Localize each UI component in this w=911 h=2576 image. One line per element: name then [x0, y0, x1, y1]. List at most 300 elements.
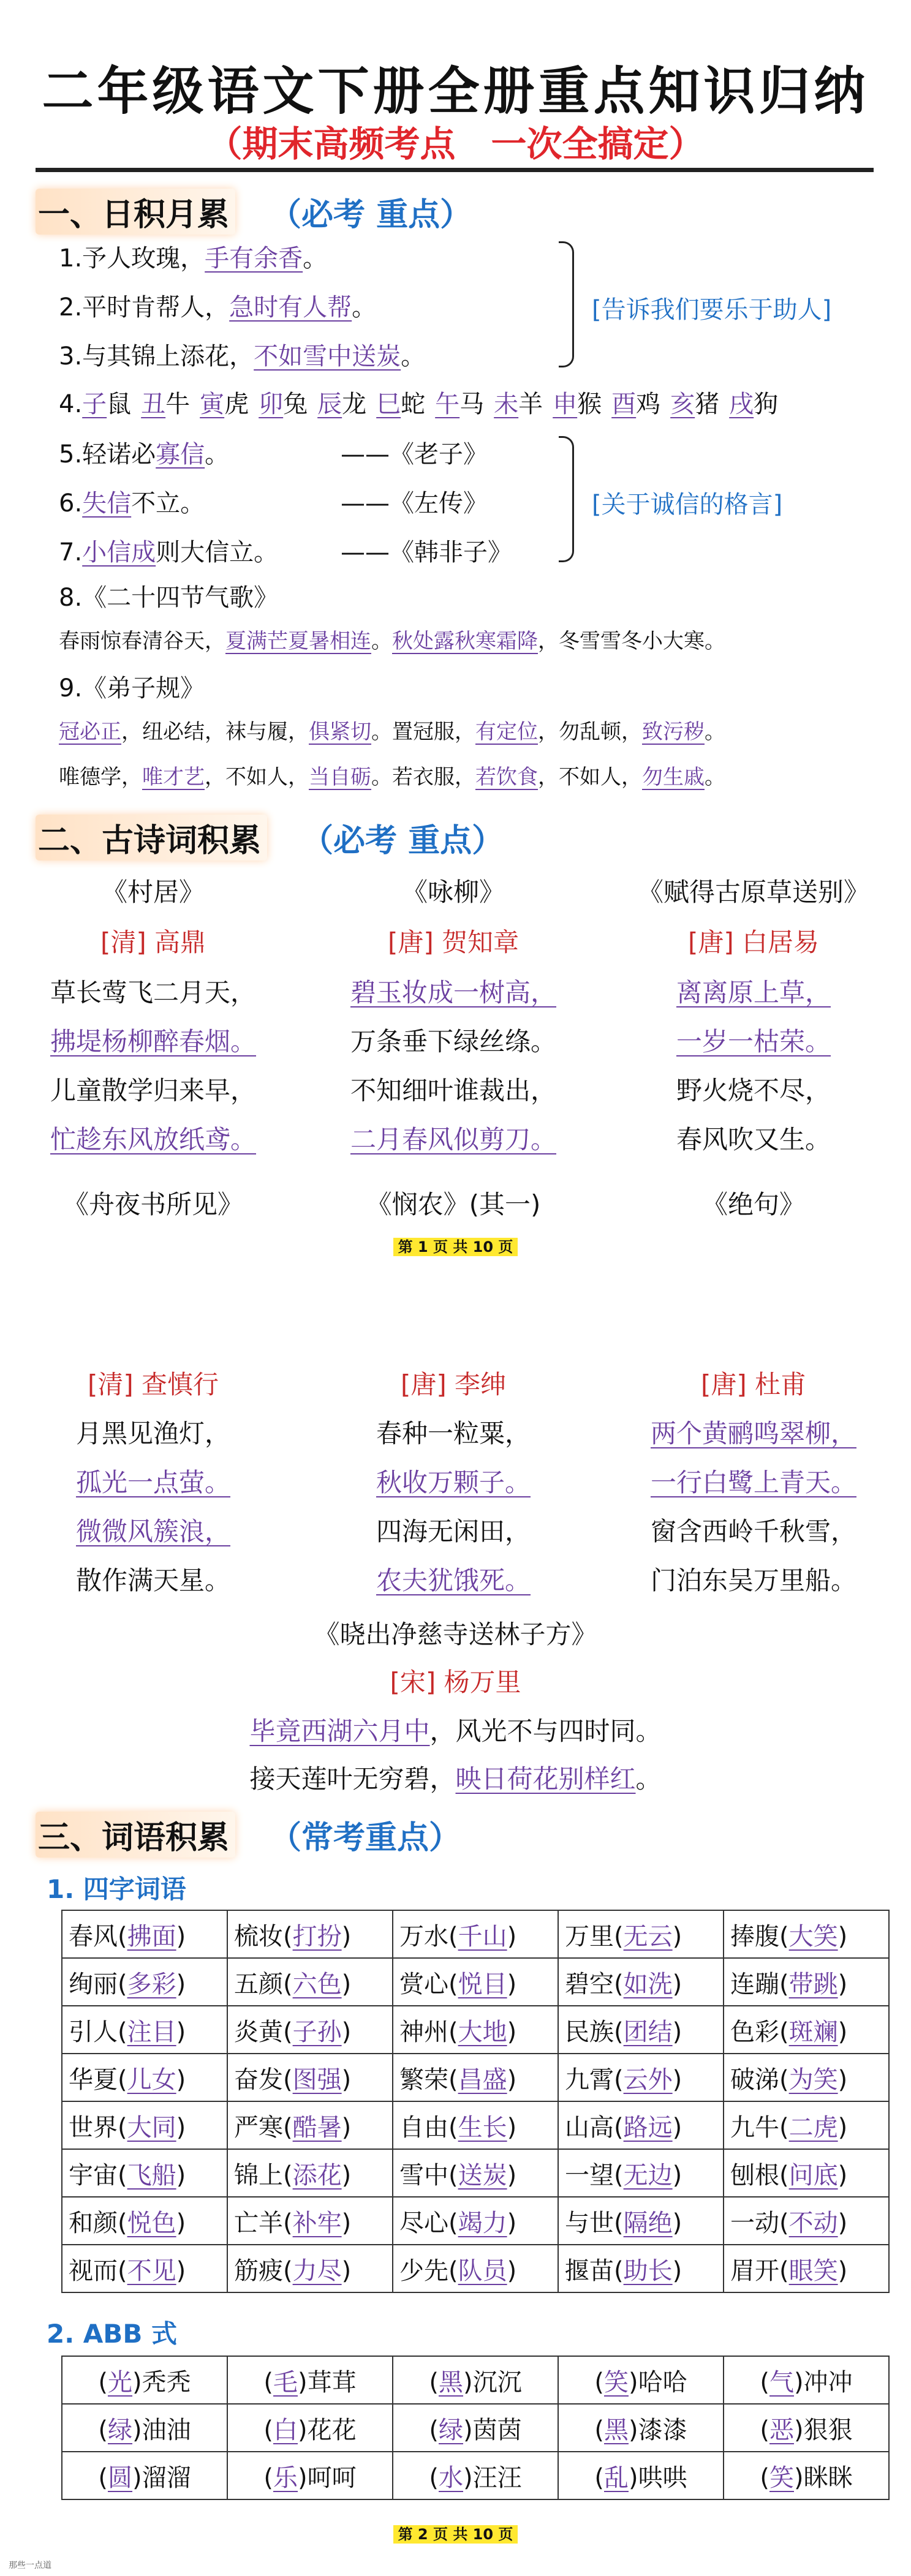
help-item-underline: 不如雪中送炭 — [254, 342, 401, 371]
table-cell — [558, 2356, 724, 2404]
item-8-underline-2: 秋处露秋寒霜降 — [392, 629, 538, 653]
segment-underline: 当自砺 — [309, 765, 371, 789]
abb-answer: 白 — [273, 2416, 298, 2444]
poem-line — [300, 1414, 607, 1450]
table-cell — [393, 2006, 558, 2054]
paren-close: ) — [341, 2209, 352, 2237]
paren-close: ) — [507, 2256, 517, 2285]
word-answer: 为笑 — [788, 2065, 838, 2094]
paren-close: ) — [507, 2161, 517, 2190]
abb-tail: 狠狠 — [803, 2416, 853, 2444]
poem-line — [0, 973, 306, 1009]
paren-open: ( — [448, 2161, 458, 2190]
page-subtitle: （期末高频考点 一次全搞定） — [206, 123, 705, 165]
page-number-2 — [0, 2522, 911, 2544]
table-cell — [558, 2054, 724, 2101]
segment-underline: 勿生戚 — [642, 765, 705, 789]
segment-text: 。置冠服， — [371, 720, 475, 744]
section-1-heading — [36, 189, 472, 235]
poem-line-underline: 一岁一枯荣。 — [676, 1026, 831, 1056]
zodiac-animal: 猴 — [577, 390, 602, 418]
paren-close: ) — [507, 2113, 517, 2142]
paren-close: ) — [341, 2161, 352, 2190]
paren-open: ( — [263, 2416, 273, 2444]
word-head: 连蹦 — [730, 1970, 779, 1998]
poem-line — [0, 1071, 306, 1107]
poem-line-underline: 孤光一点萤。 — [75, 1467, 230, 1497]
poem-line — [300, 1071, 607, 1107]
paren-open: ( — [614, 2209, 624, 2237]
word-head: 揠苗 — [565, 2256, 614, 2285]
word-answer: 生长 — [458, 2113, 507, 2142]
zodiac-animal: 牛 — [165, 390, 191, 418]
poem-line — [0, 1120, 306, 1156]
paren-open: ( — [594, 2368, 604, 2397]
poem-line-underline: 离离原上草， — [676, 977, 831, 1007]
zodiac-branch: 午 — [435, 390, 460, 418]
word-answer: 如洗 — [623, 1970, 673, 1998]
paren-close: ) — [672, 2209, 682, 2237]
zodiac-animal: 蛇 — [401, 390, 426, 418]
item-8-title: 8.《二十四节气歌》 — [59, 584, 279, 612]
poem-author: [清] 高鼎 — [100, 927, 206, 957]
abb-answer: 光 — [108, 2368, 132, 2397]
poem-title: 《赋得古原草送别》 — [637, 877, 869, 907]
poem-line — [300, 1022, 607, 1058]
poem-3-line-2-text: 接天莲叶无穷碧， — [249, 1764, 456, 1794]
word-head: 锦上 — [234, 2161, 283, 2190]
word-answer: 昌盛 — [458, 2065, 507, 2094]
paren-open: ( — [448, 1922, 458, 1951]
word-head: 尽心 — [399, 2209, 448, 2237]
abb-answer: 水 — [439, 2463, 463, 2492]
item-9-title: 9.《弟子规》 — [59, 674, 205, 702]
word-head: 严寒 — [234, 2113, 283, 2142]
title-divider — [36, 168, 874, 172]
help-item-post: 。 — [401, 342, 426, 371]
table-cell — [62, 2404, 227, 2452]
table-cell — [393, 2356, 558, 2404]
table-row — [62, 2356, 889, 2404]
zodiac-branch: 未 — [494, 390, 519, 418]
zodiac-animal: 羊 — [518, 390, 543, 418]
poem-line-text: 春种一粒粟， — [376, 1418, 531, 1448]
word-answer: 大地 — [458, 2017, 507, 2046]
paren-close: ) — [341, 1970, 352, 1998]
table-cell — [724, 2197, 889, 2245]
quote-source: ——《老子》 — [341, 440, 488, 469]
poem-author: [唐] 白居易 — [687, 927, 820, 957]
abb-answer: 乐 — [273, 2463, 298, 2492]
zodiac-animal: 马 — [459, 390, 485, 418]
paren-open: ( — [118, 2113, 127, 2142]
paren-open: ( — [614, 1970, 624, 1998]
table-row — [62, 2101, 889, 2149]
paren-open: ( — [263, 2368, 273, 2397]
word-answer: 悦色 — [127, 2209, 176, 2237]
paren-close: ) — [672, 2161, 682, 2190]
zodiac-branch: 酉 — [611, 390, 637, 418]
paren-open: ( — [283, 2161, 293, 2190]
item-8-part-a: 春雨惊春清谷天， — [59, 629, 225, 653]
quote-underline: 寡信 — [156, 440, 205, 469]
poem-3-line-1-text: ，风光不与四时同。 — [429, 1716, 662, 1746]
word-answer: 带跳 — [788, 1970, 838, 1998]
word-head: 少先 — [399, 2256, 448, 2285]
zodiac-branch: 寅 — [200, 390, 225, 418]
segment-text: ，纽必结，袜与履， — [121, 720, 309, 744]
poem-line-underline: 两个黄鹂鸣翠柳， — [650, 1418, 856, 1448]
table-row — [62, 2006, 889, 2054]
paren-open: ( — [448, 2113, 458, 2142]
quote-source: ——《韩非子》 — [341, 538, 512, 567]
paren-close: ) — [176, 2017, 186, 2046]
word-head: 神州 — [399, 2017, 448, 2046]
help-item-post: 。 — [352, 293, 377, 322]
paren-close: ) — [341, 2065, 352, 2094]
table-cell — [227, 1958, 393, 2006]
poem-line — [600, 1120, 907, 1156]
word-head: 破涕 — [730, 2065, 779, 2094]
table-cell — [227, 2452, 393, 2499]
poem-line-underline: 碧玉妆成一树高， — [350, 977, 556, 1007]
word-answer: 无云 — [623, 1922, 673, 1951]
table-cell — [393, 2452, 558, 2499]
paren-close: ) — [507, 2209, 517, 2237]
poem-line — [600, 1414, 907, 1450]
poem-line-text: 不知细叶谁裁出， — [350, 1075, 556, 1105]
table-cell — [62, 2452, 227, 2499]
word-head: 民族 — [565, 2017, 614, 2046]
paren-close: ) — [672, 1970, 682, 1998]
word-answer: 儿女 — [127, 2065, 176, 2094]
abb-tail: 冲冲 — [803, 2368, 853, 2397]
page-number-2-text: 第 2 页 共 10 页 — [393, 2525, 518, 2544]
word-head: 筋疲 — [234, 2256, 283, 2285]
poem-line — [0, 1022, 306, 1058]
table-cell — [227, 2149, 393, 2197]
table-cell — [724, 2452, 889, 2499]
abb-answer: 圆 — [108, 2463, 132, 2492]
word-head: 一望 — [565, 2161, 614, 2190]
abb-answer: 恶 — [769, 2416, 794, 2444]
paren-close: ) — [837, 2017, 848, 2046]
poem-line — [600, 1512, 907, 1548]
paren-close: ) — [176, 2113, 186, 2142]
help-item — [59, 344, 425, 369]
table-cell — [558, 2452, 724, 2499]
table-cell — [558, 2149, 724, 2197]
zodiac-animal: 狗 — [754, 390, 779, 418]
table-cell — [227, 2245, 393, 2292]
zodiac-branch: 子 — [82, 390, 107, 418]
paren-open: ( — [448, 1970, 458, 1998]
zodiac-animal: 鼠 — [107, 390, 132, 418]
abb-tail: 汪汪 — [472, 2463, 522, 2492]
table-cell — [62, 1910, 227, 1958]
paren-open: ( — [118, 2209, 127, 2237]
paren-open: ( — [118, 1922, 127, 1951]
word-answer: 无边 — [623, 2161, 673, 2190]
word-answer: 二虎 — [788, 2113, 838, 2142]
paren-close: ) — [132, 2368, 142, 2397]
paren-open: ( — [263, 2463, 273, 2492]
table-cell — [724, 2404, 889, 2452]
table-cell — [724, 1910, 889, 1958]
poem-line-underline: 农夫犹饿死。 — [376, 1565, 531, 1595]
paren-open: ( — [429, 2368, 439, 2397]
section-2-tag: （必考 重点） — [301, 823, 504, 859]
paren-close: ) — [837, 1970, 848, 1998]
abb-tail: 呵呵 — [307, 2463, 357, 2492]
word-head: 繁荣 — [399, 2065, 448, 2094]
table-cell — [62, 2006, 227, 2054]
word-answer: 斑斓 — [788, 2017, 838, 2046]
section-2-heading — [36, 815, 504, 861]
paren-open: ( — [594, 2416, 604, 2444]
table-cell — [558, 1958, 724, 2006]
abb-answer: 笑 — [604, 2368, 629, 2397]
item-8-underline-1: 夏满芒夏暑相连 — [225, 629, 371, 653]
word-head: 雪中 — [399, 2161, 448, 2190]
item-9-line-1 — [59, 721, 725, 742]
paren-close: ) — [794, 2416, 804, 2444]
word-head: 宇宙 — [69, 2161, 118, 2190]
word-answer: 队员 — [458, 2256, 507, 2285]
table-cell — [227, 1910, 393, 1958]
note-honesty: [关于诚信的格言] — [592, 491, 783, 519]
table-row — [62, 2404, 889, 2452]
poem-line — [0, 1512, 306, 1548]
table-cell — [393, 2101, 558, 2149]
segment-text: 。 — [705, 720, 725, 744]
word-head: 和颜 — [69, 2209, 118, 2237]
word-head: 世界 — [69, 2113, 118, 2142]
word-head: 视而 — [69, 2256, 118, 2285]
abb-answer: 乱 — [604, 2463, 629, 2492]
paren-close: ) — [672, 2017, 682, 2046]
abb-table — [61, 2356, 890, 2500]
poem-line — [300, 1120, 607, 1156]
abb-answer: 气 — [769, 2368, 794, 2397]
zodiac-branch: 卯 — [259, 390, 284, 418]
poem-3-line-2-end: 。 — [635, 1764, 662, 1794]
word-answer: 眼笑 — [788, 2256, 838, 2285]
segment-text: 唯德学， — [59, 765, 142, 789]
poem-author: [唐] 李绅 — [400, 1369, 507, 1399]
zodiac-branch: 巳 — [376, 390, 401, 418]
word-head: 华夏 — [69, 2065, 118, 2094]
paren-close: ) — [463, 2463, 473, 2492]
page-number-1 — [0, 1235, 911, 1256]
table-cell — [62, 2054, 227, 2101]
paren-open: ( — [283, 2209, 293, 2237]
section-3-title: 三、词语积累 — [36, 1812, 235, 1858]
paren-close: ) — [629, 2416, 638, 2444]
segment-underline: 唯才艺 — [142, 765, 205, 789]
help-item — [59, 246, 327, 271]
table-row — [62, 2149, 889, 2197]
abb-tail: 哄哄 — [638, 2463, 687, 2492]
abb-answer: 绿 — [108, 2416, 132, 2444]
zodiac-animal: 鸡 — [636, 390, 661, 418]
paren-open: ( — [760, 2416, 769, 2444]
paren-open: ( — [779, 2161, 789, 2190]
subhead-abb: 2. ABB 式 — [47, 2319, 177, 2349]
table-cell — [558, 1910, 724, 1958]
table-cell — [724, 2245, 889, 2292]
poem-line — [300, 1561, 607, 1597]
word-answer: 六色 — [292, 1970, 342, 1998]
poem-line — [0, 1463, 306, 1499]
paren-close: ) — [672, 2113, 682, 2142]
paren-close: ) — [176, 1970, 186, 1998]
poem-3-line-1 — [0, 1711, 911, 1748]
help-item-post: 。 — [303, 244, 328, 273]
zodiac-animal: 虎 — [224, 390, 249, 418]
word-head: 山高 — [565, 2113, 614, 2142]
poem-title: 《绝句》 — [701, 1189, 805, 1219]
word-answer: 多彩 — [127, 1970, 176, 1998]
table-cell — [724, 1958, 889, 2006]
poem-3-line-2-underline: 映日荷花别样红 — [455, 1764, 636, 1794]
watermark-text: 那些一点道 — [9, 2561, 51, 2570]
segment-underline: 若饮食 — [475, 765, 538, 789]
table-row — [62, 2452, 889, 2499]
abb-tail: 溜溜 — [142, 2463, 191, 2492]
paren-open: ( — [429, 2463, 439, 2492]
item-8-part-b: 。 — [371, 629, 392, 653]
paren-close: ) — [176, 2256, 186, 2285]
table-row — [62, 2054, 889, 2101]
paren-close: ) — [837, 2209, 848, 2237]
zodiac-branch: 辰 — [317, 390, 342, 418]
word-answer: 路远 — [623, 2113, 673, 2142]
bracket-1 — [559, 241, 574, 367]
paren-close: ) — [463, 2368, 473, 2397]
poem-line-text: 门泊东吴万里船。 — [650, 1565, 856, 1595]
paren-open: ( — [283, 2256, 293, 2285]
word-answer: 团结 — [623, 2017, 673, 2046]
quote-underline: 失信 — [82, 489, 132, 518]
paren-open: ( — [448, 2256, 458, 2285]
paren-open: ( — [448, 2065, 458, 2094]
table-cell — [393, 1910, 558, 1958]
poem-title: 《咏柳》 — [401, 877, 505, 907]
table-cell — [62, 2245, 227, 2292]
poem-line — [0, 1561, 306, 1597]
paren-open: ( — [283, 1922, 293, 1951]
table-cell — [393, 2197, 558, 2245]
word-head: 赏心 — [399, 1970, 448, 1998]
table-row — [62, 1910, 889, 1958]
paren-close: ) — [629, 2463, 638, 2492]
segment-underline: 俱紧切 — [309, 720, 371, 744]
paren-open: ( — [760, 2368, 769, 2397]
paren-open: ( — [429, 2416, 439, 2444]
paren-close: ) — [176, 2065, 186, 2094]
word-answer: 子孙 — [292, 2017, 342, 2046]
page-title: 二年级语文下册全册重点知识归纳 — [42, 61, 869, 121]
zodiac-animal: 兔 — [283, 390, 308, 418]
table-cell — [724, 2101, 889, 2149]
table-cell — [724, 2149, 889, 2197]
poem-author: [唐] 贺知章 — [387, 927, 520, 957]
segment-text: 。若衣服， — [371, 765, 475, 789]
paren-open: ( — [614, 2161, 624, 2190]
poem-line — [300, 1512, 607, 1548]
segment-underline: 致污秽 — [642, 720, 705, 744]
word-answer: 补牢 — [292, 2209, 342, 2237]
poem-line-text: 草长莺飞二月天， — [50, 977, 256, 1007]
table-cell — [724, 2054, 889, 2101]
word-head: 五颜 — [234, 1970, 283, 1998]
table-cell — [724, 2356, 889, 2404]
quote-source: ——《左传》 — [341, 489, 488, 518]
paren-close: ) — [507, 1922, 517, 1951]
paren-open: ( — [779, 2256, 789, 2285]
word-answer: 大同 — [127, 2113, 176, 2142]
abb-tail: 眯眯 — [803, 2463, 853, 2492]
paren-open: ( — [779, 1922, 789, 1951]
poem-line — [600, 1463, 907, 1499]
word-head: 九霄 — [565, 2065, 614, 2094]
segment-text: 。 — [705, 765, 725, 789]
table-cell — [393, 1958, 558, 2006]
poem-line-underline: 二月春风似剪刀。 — [350, 1124, 556, 1154]
paren-open: ( — [779, 2017, 789, 2046]
table-cell — [393, 2149, 558, 2197]
zodiac-line — [59, 392, 788, 416]
abb-answer: 笑 — [769, 2463, 794, 2492]
table-cell — [62, 1958, 227, 2006]
paren-close: ) — [837, 2113, 848, 2142]
paren-open: ( — [779, 2065, 789, 2094]
abb-tail: 茸茸 — [307, 2368, 357, 2397]
word-head: 绚丽 — [69, 1970, 118, 1998]
paren-close: ) — [341, 1922, 352, 1951]
poem-line-underline: 拂堤杨柳醉春烟。 — [50, 1026, 256, 1056]
poem-line-underline: 微微风簇浪， — [75, 1516, 230, 1546]
quote-underline: 小信成 — [82, 538, 156, 567]
item-8-part-c: ，冬雪雪冬小大寒。 — [538, 629, 725, 653]
poem-line-text: 月黑见渔灯， — [75, 1418, 230, 1448]
quote-post: 则大信立。 — [156, 538, 279, 567]
word-answer: 注目 — [127, 2017, 176, 2046]
paren-open: ( — [118, 2256, 127, 2285]
word-head: 春风 — [69, 1922, 118, 1951]
paren-open: ( — [448, 2209, 458, 2237]
quote-pre: 6. — [59, 489, 83, 518]
word-answer: 飞船 — [127, 2161, 176, 2190]
paren-open: ( — [118, 1970, 127, 1998]
quote-item — [59, 491, 205, 516]
table-cell — [227, 2356, 393, 2404]
word-answer: 图强 — [292, 2065, 342, 2094]
poem-author: [唐] 杜甫 — [700, 1369, 807, 1399]
paren-open: ( — [283, 2065, 293, 2094]
paren-close: ) — [629, 2368, 638, 2397]
paren-open: ( — [779, 2209, 789, 2237]
paren-close: ) — [837, 2161, 848, 2190]
paren-open: ( — [98, 2368, 108, 2397]
paren-close: ) — [672, 1922, 682, 1951]
zodiac-animal: 猪 — [695, 390, 720, 418]
word-head: 奋发 — [234, 2065, 283, 2094]
help-item-pre: 1.予人玫瑰， — [59, 244, 205, 273]
paren-open: ( — [98, 2416, 108, 2444]
word-head: 碧空 — [565, 1970, 614, 1998]
